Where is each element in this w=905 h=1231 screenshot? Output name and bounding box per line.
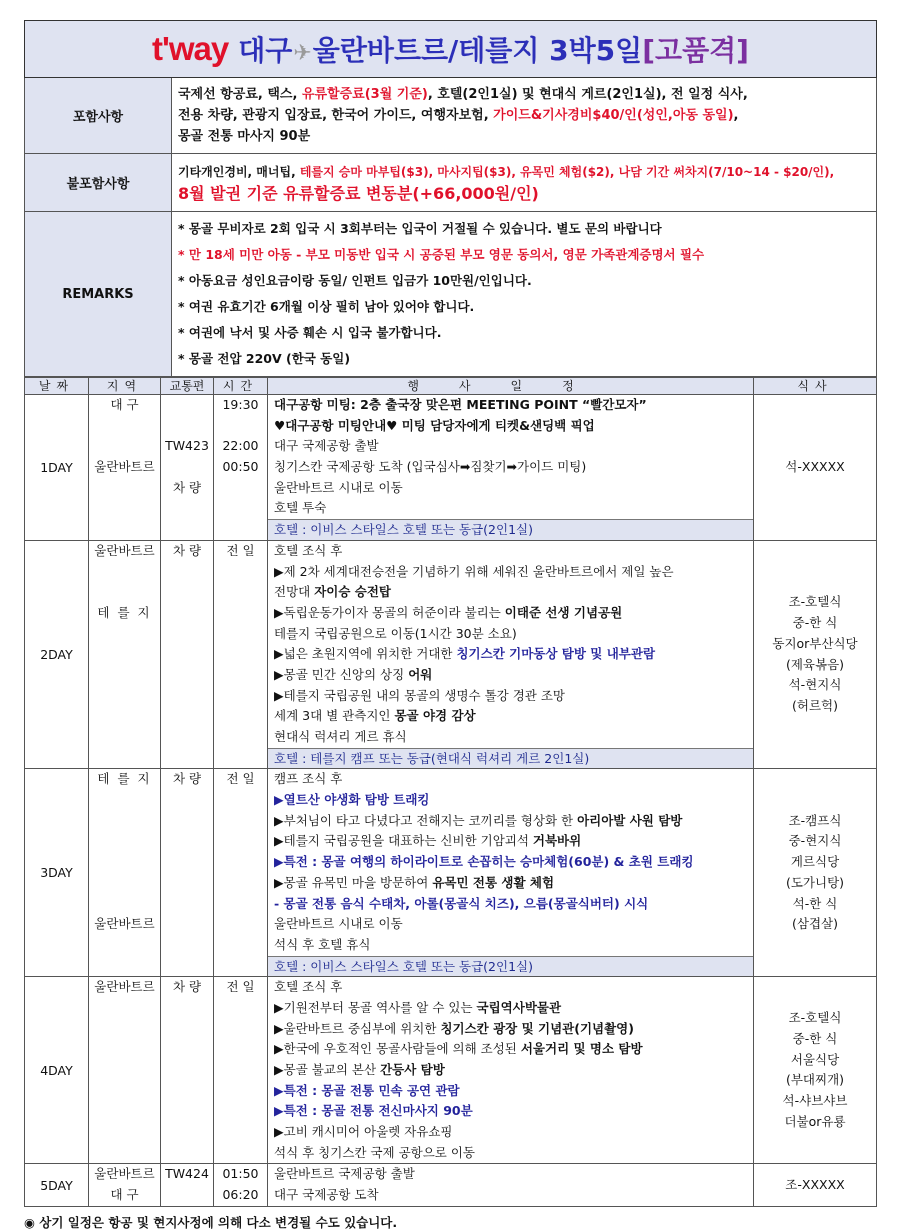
col-transport: 교통편: [161, 378, 214, 395]
day1-row: [25, 395, 877, 541]
day3-label: 3DAY: [25, 769, 89, 977]
excluded-label: 불포함사항: [25, 154, 172, 212]
route-origin: 대구: [238, 34, 293, 67]
route-destination: 울란바트르/테를지 3박5일: [312, 34, 643, 67]
day2-hotel: 호텔 : 테를지 캠프 또는 동급(현대식 럭셔리 게르 2인1실): [268, 748, 753, 769]
day3-meal: 조-캠프식 중-현지식 게르식당 (도가니탕) 석-한 식 (삼겹살): [754, 769, 877, 977]
day2-schedule: 호텔 조식 후 ▶제 2차 세계대전승전을 기념하기 위해 세워진 울란바트르에서 제일 높은 전망대 자이승 승전탑 ▶독립운동가이자 몽골의 허준이라 불리는 이태준 선생 기념공원 테를지 국립공원으로 이동(1시간 30분 소요) ▶넓은 초원지역에 위치한 거대한 칭기스칸 기마동상 탐방 및 내부관람 ▶몽골 민간 신앙의 상징 어워 ▶테를지 국립공원 내의 몽골의 생명수 톨강 경관 조망 세계 3대 별 관측지인 몽골 야경 감상 현대식 럭셔리 게르 휴식 호텔 : 테를지 캠프 또는 동급(현대식 럭셔리 게르 2인1실): [268, 540, 754, 769]
remark-item: * 몽골 무비자로 2회 입국 시 3회부터는 입국이 거절될 수 있습니다. 별도 문의 바랍니다: [178, 221, 662, 236]
day4-region: 울란바트르: [89, 977, 161, 1164]
schedule-table: [24, 377, 877, 1207]
day3-time: 전 일: [214, 769, 268, 977]
itinerary-page: [24, 20, 876, 1231]
day3-region: 테 를 지 울란바트르: [89, 769, 161, 977]
day1-transport: TW423 차 량: [161, 395, 214, 541]
day4-time: 전 일: [214, 977, 268, 1164]
included-label: 포함사항: [25, 78, 172, 154]
airplane-icon: ✈: [293, 41, 312, 66]
day3-hotel: 호텔 : 이비스 스타일스 호텔 또는 동급(2인1실): [268, 956, 753, 977]
day4-meal: 조-호텔식 중-한 식 서울식당 (부대찌개) 석-샤브샤브 더불or유룡: [754, 977, 877, 1164]
col-region: 지역: [89, 378, 161, 395]
day1-region: 대 구 울란바트르: [89, 395, 161, 541]
day3-row: [25, 769, 877, 977]
tway-logo: t'way: [152, 30, 229, 67]
day5-region: 울란바트르 대 구: [89, 1164, 161, 1206]
day5-label: 5DAY: [25, 1164, 89, 1206]
day4-schedule: 호텔 조식 후 ▶기원전부터 몽골 역사를 알 수 있는 국립역사박물관 ▶울란바트르 중심부에 위치한 칭기스칸 광장 및 기념관(기념촬영) ▶한국에 우호적인 몽골사람들에 의해 조성된 서울거리 및 명소 탐방 ▶몽골 불교의 본산 간등사 탐방 ▶특전 : 몽골 전통 민속 공연 관람 ▶특전 : 몽골 전통 전신마사지 90분 ▶고비 캐시미어 아울렛 자유쇼핑 석식 후 칭기스칸 국제 공항으로 이동: [268, 977, 754, 1164]
day3-schedule: 캠프 조식 후 ▶열트산 야생화 탐방 트래킹 ▶부처님이 타고 다녔다고 전해지는 코끼리를 형상화 한 아리아발 사원 탐방 ▶테를지 국립공원을 대표하는 신비한 기암괴석 거북바위 ▶특전 : 몽골 여행의 하이라이트로 손꼽히는 승마체험(60분) & 초원 트래킹 ▶몽골 유목민 마을 방문하여 유목민 전통 생활 체험 - 몽골 전통 음식 수태차, 아롤(몽골식 치즈), 으름(몽골식버터) 시식 울란바트르 시내로 이동 석식 후 호텔 휴식 호텔 : 이비스 스타일스 호텔 또는 동급(2인1실): [268, 769, 754, 977]
day1-schedule: 대구공항 미팅: 2층 출국장 맞은편 MEETING POINT “빨간모자” ♥대구공항 미팅안내♥ 미팅 담당자에게 티켓&샌딩백 픽업 대구 국제공항 출발 칭기스칸 국제공항 도착 (입국심사➡짐찾기➡가이드 미팅) 울란바트르 시내로 이동 호텔 투숙 호텔 : 이비스 스타일스 호텔 또는 동급(2인1실): [268, 395, 754, 541]
day2-row: [25, 540, 877, 769]
day5-time: 01:50 06:20: [214, 1164, 268, 1206]
included-content: 국제선 항공료, 택스, 유류할증료(3월 기준), 호텔(2인1실) 및 현대식 게르(2인1실), 전 일정 식사, 전용 차량, 관광지 입장료, 한국어 가이드, 여행자보험, 가이드&기사경비$40/인(성인,아동 동일), 몽골 전통 마사지 90분: [172, 78, 877, 154]
title-banner: [25, 21, 877, 78]
col-date: 날짜: [25, 378, 89, 395]
day1-label: 1DAY: [25, 395, 89, 541]
day2-label: 2DAY: [25, 540, 89, 769]
day2-time: 전 일: [214, 540, 268, 769]
day1-hotel: 호텔 : 이비스 스타일스 호텔 또는 동급(2인1실): [268, 519, 753, 540]
day5-meal: 조-XXXXX: [754, 1164, 877, 1206]
schedule-header-row: [25, 378, 877, 395]
col-schedule: 행사일정: [268, 378, 754, 395]
info-table: [24, 20, 877, 377]
col-time: 시간: [214, 378, 268, 395]
grade-label: [고품격]: [642, 34, 749, 67]
remark-item: * 여권 유효기간 6개월 이상 필히 남아 있어야 합니다.: [178, 299, 475, 314]
day5-row: [25, 1164, 877, 1206]
day4-transport: 차 량: [161, 977, 214, 1164]
day2-meal: 조-호텔식 중-한 식 동지or부산식당 (제육볶음) 석-현지식 (허르헉): [754, 540, 877, 769]
day2-transport: 차 량: [161, 540, 214, 769]
remarks-label: REMARKS: [25, 212, 172, 377]
remark-item: * 아동요금 성인요금이랑 동일/ 인펀트 입금가 10만원/인입니다.: [178, 273, 532, 288]
footer-note: ◉ 상기 일정은 항공 및 현지사정에 의해 다소 변경될 수도 있습니다.: [24, 1214, 398, 1230]
day5-schedule: 울란바트르 국제공항 출발 대구 국제공항 도착: [268, 1164, 754, 1206]
day4-row: [25, 977, 877, 1164]
remark-item: * 만 18세 미만 아동 - 부모 미동반 입국 시 공증된 부모 영문 동의서, 영문 가족관계증명서 필수: [178, 247, 705, 262]
remark-item: * 몽골 전압 220V (한국 동일): [178, 351, 351, 366]
day4-label: 4DAY: [25, 977, 89, 1164]
day2-region: 울란바트르 테 를 지: [89, 540, 161, 769]
day3-transport: 차 량: [161, 769, 214, 977]
col-meal: 식사: [754, 378, 877, 395]
day1-time: 19:30 22:00 00:50: [214, 395, 268, 541]
excluded-content: 기타개인경비, 매너팁, 테를지 승마 마부팁($3), 마사지팁($3), 유목민 체험($2), 나담 기간 써차지(7/10~14 - $20/인), 8월 발권 기준 유류할증료 변동분(+66,000원/인): [172, 154, 877, 212]
remarks-content: [172, 212, 877, 377]
remark-item: * 여권에 낙서 및 사증 훼손 시 입국 불가합니다.: [178, 325, 442, 340]
day5-transport: TW424: [161, 1164, 214, 1206]
day1-meal: 석-XXXXX: [754, 395, 877, 541]
